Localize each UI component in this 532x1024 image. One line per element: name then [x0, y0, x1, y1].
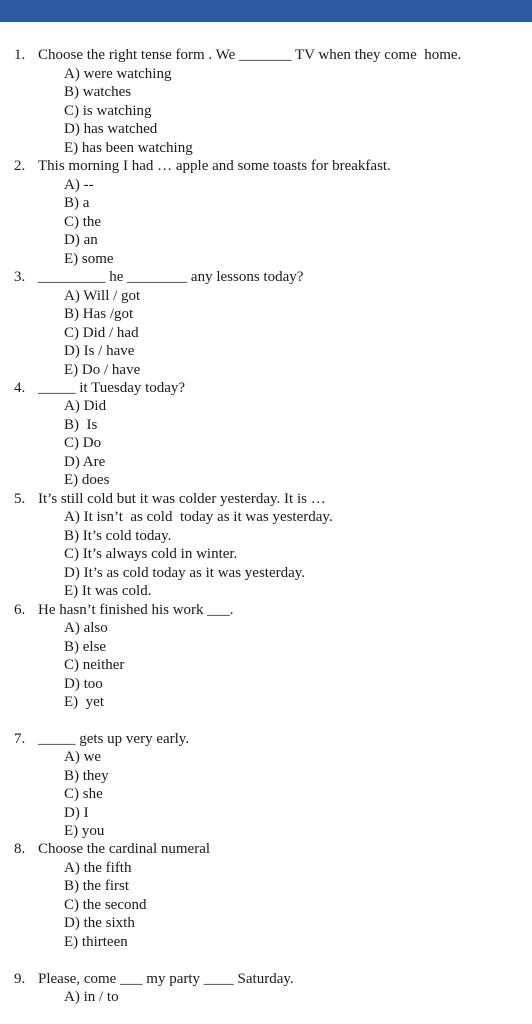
- option-a: A) Did: [64, 398, 107, 414]
- option-a: A) in / to: [64, 989, 119, 1005]
- option-e: E) yet: [64, 694, 104, 710]
- question-number: 7.: [14, 731, 26, 747]
- option-b: B) Has /got: [64, 306, 134, 322]
- option-b: B) watches: [64, 84, 132, 100]
- option-c: C) she: [64, 786, 103, 802]
- option-a: A) --: [64, 177, 94, 193]
- option-e: E) Do / have: [64, 362, 141, 378]
- question-number: 4.: [14, 380, 26, 396]
- option-a: A) Will / got: [64, 288, 141, 304]
- option-e: E) you: [64, 823, 105, 839]
- question-number: 9.: [14, 971, 26, 987]
- option-c: C) Do: [64, 435, 102, 451]
- question-number: 3.: [14, 269, 26, 285]
- question-text: _____ gets up very early.: [38, 731, 190, 747]
- option-a: A) were watching: [64, 66, 172, 82]
- option-d: D) It’s as cold today as it was yesterday.: [64, 565, 306, 581]
- option-e: E) does: [64, 472, 110, 488]
- question-number: 5.: [14, 491, 26, 507]
- question-text: _________ he ________ any lessons today?: [38, 269, 304, 285]
- option-e: E) It was cold.: [64, 583, 152, 599]
- question-text: _____ it Tuesday today?: [38, 380, 186, 396]
- option-d: D) an: [64, 232, 98, 248]
- question-text: He hasn’t finished his work ___.: [38, 602, 234, 618]
- option-c: C) Did / had: [64, 325, 139, 341]
- option-b: B) else: [64, 639, 107, 655]
- option-d: D) the sixth: [64, 915, 135, 931]
- option-c: C) the second: [64, 897, 147, 913]
- question-text: Choose the cardinal numeral: [38, 841, 211, 857]
- question-number: 6.: [14, 602, 26, 618]
- option-b: B) Is: [64, 417, 98, 433]
- option-d: D) I: [64, 805, 89, 821]
- option-c: C) neither: [64, 657, 125, 673]
- question-text: It’s still cold but it was colder yesterday. It is …: [38, 491, 326, 507]
- option-a: A) It isn’t as cold today as it was yesterday.: [64, 509, 333, 525]
- top-bar: [0, 0, 532, 22]
- option-d: D) has watched: [64, 121, 158, 137]
- option-a: A) the fifth: [64, 860, 132, 876]
- question-text: This morning I had … apple and some toasts for breakfast.: [38, 158, 391, 174]
- option-d: D) Are: [64, 454, 106, 470]
- question-number: 2.: [14, 158, 26, 174]
- question-number: 1.: [14, 47, 26, 63]
- option-e: E) thirteen: [64, 934, 128, 950]
- question-text: Please, come ___ my party ____ Saturday.: [38, 971, 294, 987]
- option-c: C) is watching: [64, 103, 152, 119]
- option-b: B) the first: [64, 878, 129, 894]
- option-a: A) we: [64, 749, 102, 765]
- option-b: B) they: [64, 768, 109, 784]
- option-c: C) It’s always cold in winter.: [64, 546, 238, 562]
- option-a: A) also: [64, 620, 108, 636]
- option-e: E) some: [64, 251, 114, 267]
- question-text: Choose the right tense form . We _______ TV when they come home.: [38, 47, 462, 63]
- option-d: D) too: [64, 676, 103, 692]
- option-b: B) It’s cold today.: [64, 528, 172, 544]
- question-number: 8.: [14, 841, 26, 857]
- option-d: D) Is / have: [64, 343, 135, 359]
- option-b: B) a: [64, 195, 90, 211]
- option-e: E) has been watching: [64, 140, 193, 156]
- option-c: C) the: [64, 214, 102, 230]
